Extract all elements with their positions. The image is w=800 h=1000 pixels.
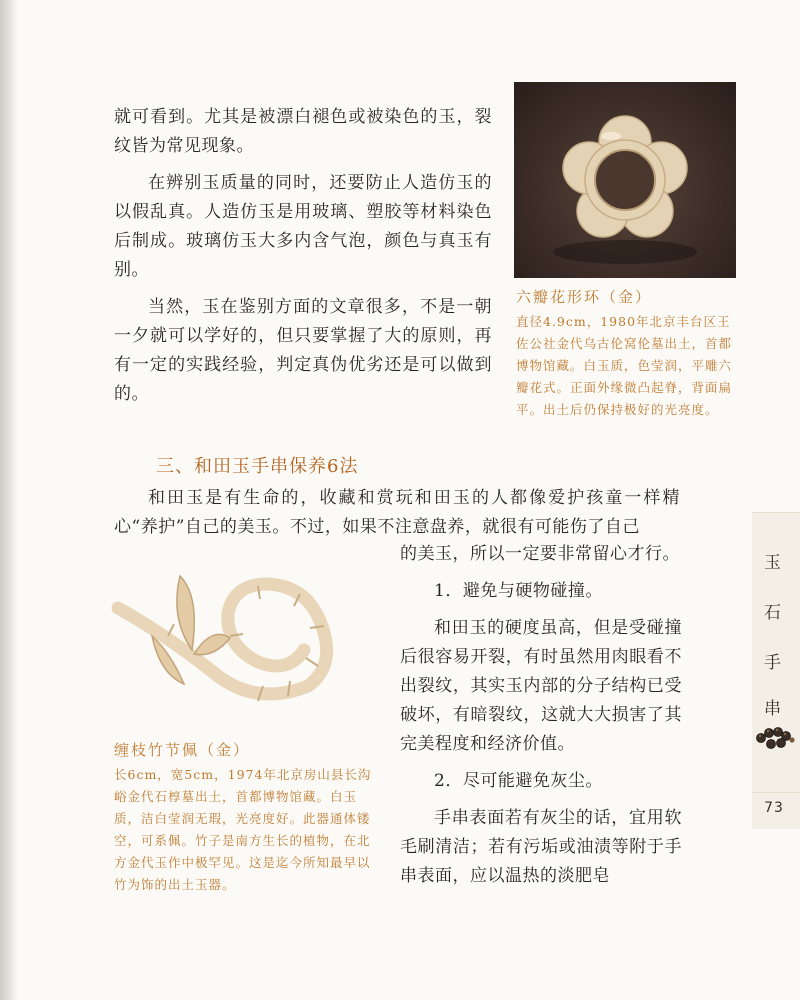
beads-bracelet-icon bbox=[754, 724, 796, 750]
bamboo-caption-body: 长6cm，宽5cm，1974年北京房山县长沟峪金代石椁墓出土，首都博物馆藏。白玉质，洁白莹润无瑕，光亮度好。此器通体镂空，可系佩。竹子是南方生长的植物，在北方金代玉作中极罕见。这是迄今所知最早以竹为饰的出土玉器。 bbox=[114, 767, 372, 892]
ring-caption-title: 六瓣花形环（金） bbox=[516, 288, 653, 306]
side-tab-char-3: 手 bbox=[764, 653, 781, 673]
subheading-2: 2．尽可能避免灰尘。 bbox=[434, 771, 603, 791]
bamboo-caption bbox=[114, 738, 374, 896]
paragraph-2: 在辨别玉质量的同时，还要防止人造仿玉的以假乱真。人造仿玉是用玻璃、塑胶等材料染色后制成。玻璃仿玉大多内含气泡，颜色与真玉有别。 bbox=[114, 173, 492, 280]
paragraph-3: 当然，玉在鉴别方面的文章很多，不是一朝一夕就可以学好的，但只要掌握了大的原则，再有一定的实践经验，判定真伪优劣还是可以做到的。 bbox=[114, 297, 492, 404]
bamboo-pendant-photo bbox=[108, 566, 346, 718]
jade-flower-ring-photo bbox=[514, 82, 736, 278]
top-text-block bbox=[114, 103, 492, 409]
page-gutter-shadow bbox=[0, 0, 18, 1000]
intro-paragraph bbox=[114, 484, 680, 542]
subheading-1: 1．避免与硬物碰撞。 bbox=[434, 581, 603, 601]
side-tab-char-1: 玉 bbox=[764, 553, 781, 573]
bamboo-pendant-image bbox=[108, 566, 346, 718]
paragraph-1: 就可看到。尤其是被漂白褪色或被染色的玉，裂纹皆为常见现象。 bbox=[114, 107, 492, 156]
side-tab-char-4: 串 bbox=[764, 699, 781, 719]
side-tab-char-2: 石 bbox=[764, 603, 781, 623]
flower-ring-image bbox=[514, 82, 736, 278]
right-para-2: 和田玉的硬度虽高，但是受碰撞后很容易开裂，有时虽然用肉眼看不出裂纹，其实玉内部的分子结构已受破坏，有暗裂纹，这就大大损害了其完美程度和经济价值。 bbox=[400, 618, 682, 754]
right-column bbox=[400, 540, 682, 891]
right-para-3: 手串表面若有灰尘的话，宜用软毛刷清洁；若有污垢或油渍等附于手串表面，应以温热的淡肥皂 bbox=[400, 808, 682, 886]
bamboo-caption-title: 缠枝竹节佩（金） bbox=[114, 741, 251, 759]
ring-caption bbox=[516, 285, 742, 421]
section-heading: 三、和田玉手串保养6法 bbox=[156, 456, 359, 477]
intro-text: 和田玉是有生命的，收藏和赏玩和田玉的人都像爱护孩童一样精心“养护”自己的美玉。不过，如果不注意盘养，就很有可能伤了自己 bbox=[114, 488, 680, 537]
page-number: 73 bbox=[764, 800, 784, 816]
ring-caption-body: 直径4.9cm，1980年北京丰台区王佐公社金代乌古伦窝伦墓出土，首都博物馆藏。白玉质，色莹润，平雕六瓣花式。正面外缘微凸起脊，背面扁平。出土后仍保持极好的光亮度。 bbox=[516, 314, 733, 417]
right-para-1: 的美玉，所以一定要非常留心才行。 bbox=[400, 544, 680, 564]
